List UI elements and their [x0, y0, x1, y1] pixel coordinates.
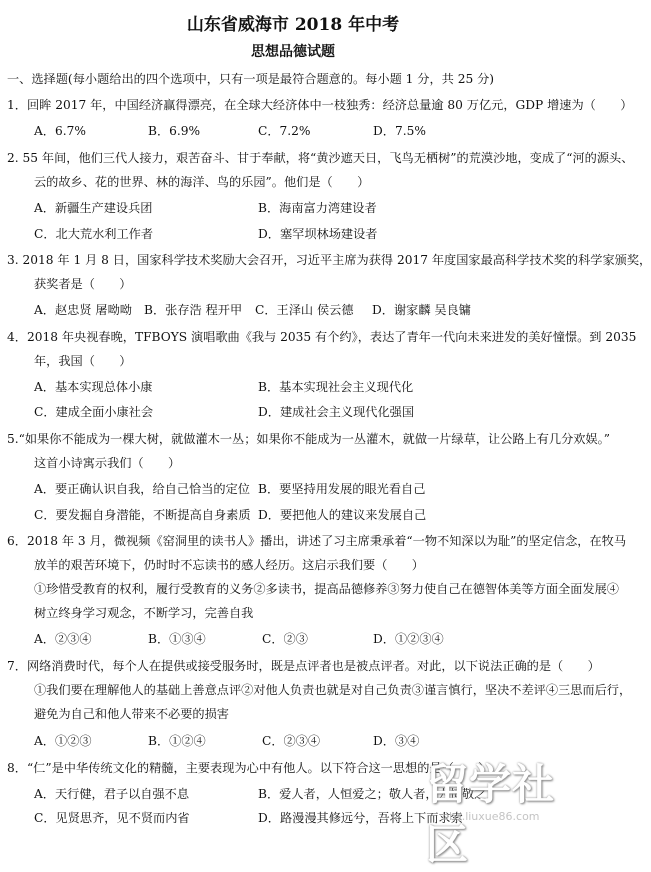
q8-option-c: C．见贤思齐，见不贤而内省: [34, 811, 190, 825]
q4-option-d: D．建成社会主义现代化强国: [258, 405, 415, 419]
q4-option-c: C．建成全面小康社会: [34, 405, 154, 419]
q4-option-a: A．基本实现总体小康: [34, 380, 153, 394]
exam-subtitle: 思想品德试题: [251, 44, 335, 60]
q7-option-b: B．①②④: [148, 734, 206, 748]
q2-option-d: D．塞罕坝林场建设者: [258, 227, 378, 241]
question-6-statements: ①珍惜受教育的权利，履行受教育的义务②多读书，提高品德修养③努力使自己在德智体美等方面全面发展④: [34, 582, 619, 596]
watermark-logo: [420, 752, 586, 869]
question-4-stem-cont: 年，我国（ ）: [34, 354, 132, 368]
q5-option-a: A．要正确认识自我，给自己恰当的定位: [34, 482, 250, 496]
q1-option-b: B．6.9%: [148, 124, 201, 138]
q5-option-b: B．要坚持用发展的眼光看自己: [258, 482, 426, 496]
question-7-stem: 7．网络消费时代，每个人在提供或接受服务时，既是点评者也是被点评者。对此，以下说法正确的是（ ）: [7, 659, 600, 673]
q3-option-b: B．张存浩 程开甲: [144, 303, 243, 317]
q2-option-a: A．新疆生产建设兵团: [34, 201, 153, 215]
q7-option-d: D．③④: [373, 734, 420, 748]
q3-option-a: A．赵忠贤 屠呦呦: [34, 303, 132, 317]
q7-option-c: C．②③④: [262, 734, 321, 748]
q7-option-a: A．①②③: [34, 734, 92, 748]
q1-option-d: D．7.5%: [373, 124, 426, 138]
question-8-stem: 8．“仁”是中华传统文化的精髓，主要表现为心中有他人。以下符合这一思想的是（ ）: [7, 761, 491, 775]
q3-option-c: C．王泽山 侯云德: [255, 303, 354, 317]
q1-option-a: A．6.7%: [34, 124, 86, 138]
question-2-stem-cont: 云的故乡、花的世界、林的海洋、鸟的乐园”。他们是（ ）: [34, 175, 370, 189]
q6-option-a: A．②③④: [34, 632, 92, 646]
q6-option-c: C．②③: [262, 632, 308, 646]
question-7-statements: ①我们要在理解他人的基础上善意点评②对他人负责也就是对自己负责③谨言慎行，坚决不差评④三思而后行，: [34, 683, 632, 697]
question-7-statements-cont: 避免为自己和他人带来不必要的损害: [34, 707, 229, 721]
q8-option-a: A．天行健，君子以自强不息: [34, 787, 190, 801]
watermark-url: bbs.liuxue86.com: [442, 810, 540, 823]
q2-option-c: C．北大荒水利工作者: [34, 227, 154, 241]
question-3-stem: 3. 2018 年 1 月 8 日，国家科学技术奖励大会召开，习近平主席为获得 2017 年度国家最高科学技术奖的科学家颁奖，: [7, 253, 651, 267]
q4-option-b: B．基本实现社会主义现代化: [258, 380, 414, 394]
exam-title: 山东省威海市 2018 年中考: [186, 15, 400, 35]
question-6-stem: 6．2018 年 3 月，微视频《窑洞里的读书人》播出，讲述了习主席秉承着“一物不知深以为耻”的坚定信念，在牧马: [7, 534, 627, 548]
q5-option-d: D．要把他人的建议来发展自己: [258, 508, 427, 522]
question-6-statements-cont: 树立终身学习观念，不断学习，完善自我: [34, 606, 254, 620]
question-2-stem: 2. 55 年间，他们三代人接力，艰苦奋斗、甘于奉献，将“黄沙遮天日，飞鸟无栖树”的荒漠沙地，变成了“河的源头、: [7, 151, 634, 165]
q5-option-c: C．要发掘自身潜能，不断提高自身素质: [34, 508, 251, 522]
question-5-stem-cont: 这首小诗寓示我们（ ）: [34, 456, 181, 470]
section-heading: 一、选择题(每小题给出的四个选项中，只有一项是最符合题意的。每小题 1 分，共 25 分): [7, 72, 495, 86]
q8-option-d: D．路漫漫其修远兮，吾将上下而求索: [258, 811, 463, 825]
question-5-stem: 5.“如果你不能成为一棵大树，就做灌木一丛；如果你不能成为一丛灌木，就做一片绿草，让公路上有几分欢娱。”: [7, 432, 610, 446]
q8-option-b: B．爱人者，人恒爱之；敬人者，人恒敬之: [258, 787, 487, 801]
q6-option-b: B．①③④: [148, 632, 206, 646]
question-1-stem: 1．回眸 2017 年，中国经济赢得漂亮，在全球大经济体中一枝独秀：经济总量逾 80 万亿元，GDP 增速为（ ）: [7, 98, 633, 112]
watermark-text: 留学社区: [426, 760, 556, 869]
question-3-stem-cont: 获奖者是（ ）: [34, 277, 132, 291]
q6-option-d: D．①②③④: [373, 632, 444, 646]
q2-option-b: B．海南富力湾建设者: [258, 201, 377, 215]
question-4-stem: 4．2018 年央视春晚，TFBOYS 演唱歌曲《我与 2035 有个约》，表达了青年一代向未来进发的美好憧憬。到 2035: [7, 330, 637, 344]
question-6-stem-cont: 放羊的艰苦环境下，仍时时不忘读书的感人经历。这启示我们要（ ）: [34, 558, 424, 572]
q1-option-c: C．7.2%: [258, 124, 311, 138]
q3-option-d: D．谢家麟 吴良镛: [372, 303, 471, 317]
